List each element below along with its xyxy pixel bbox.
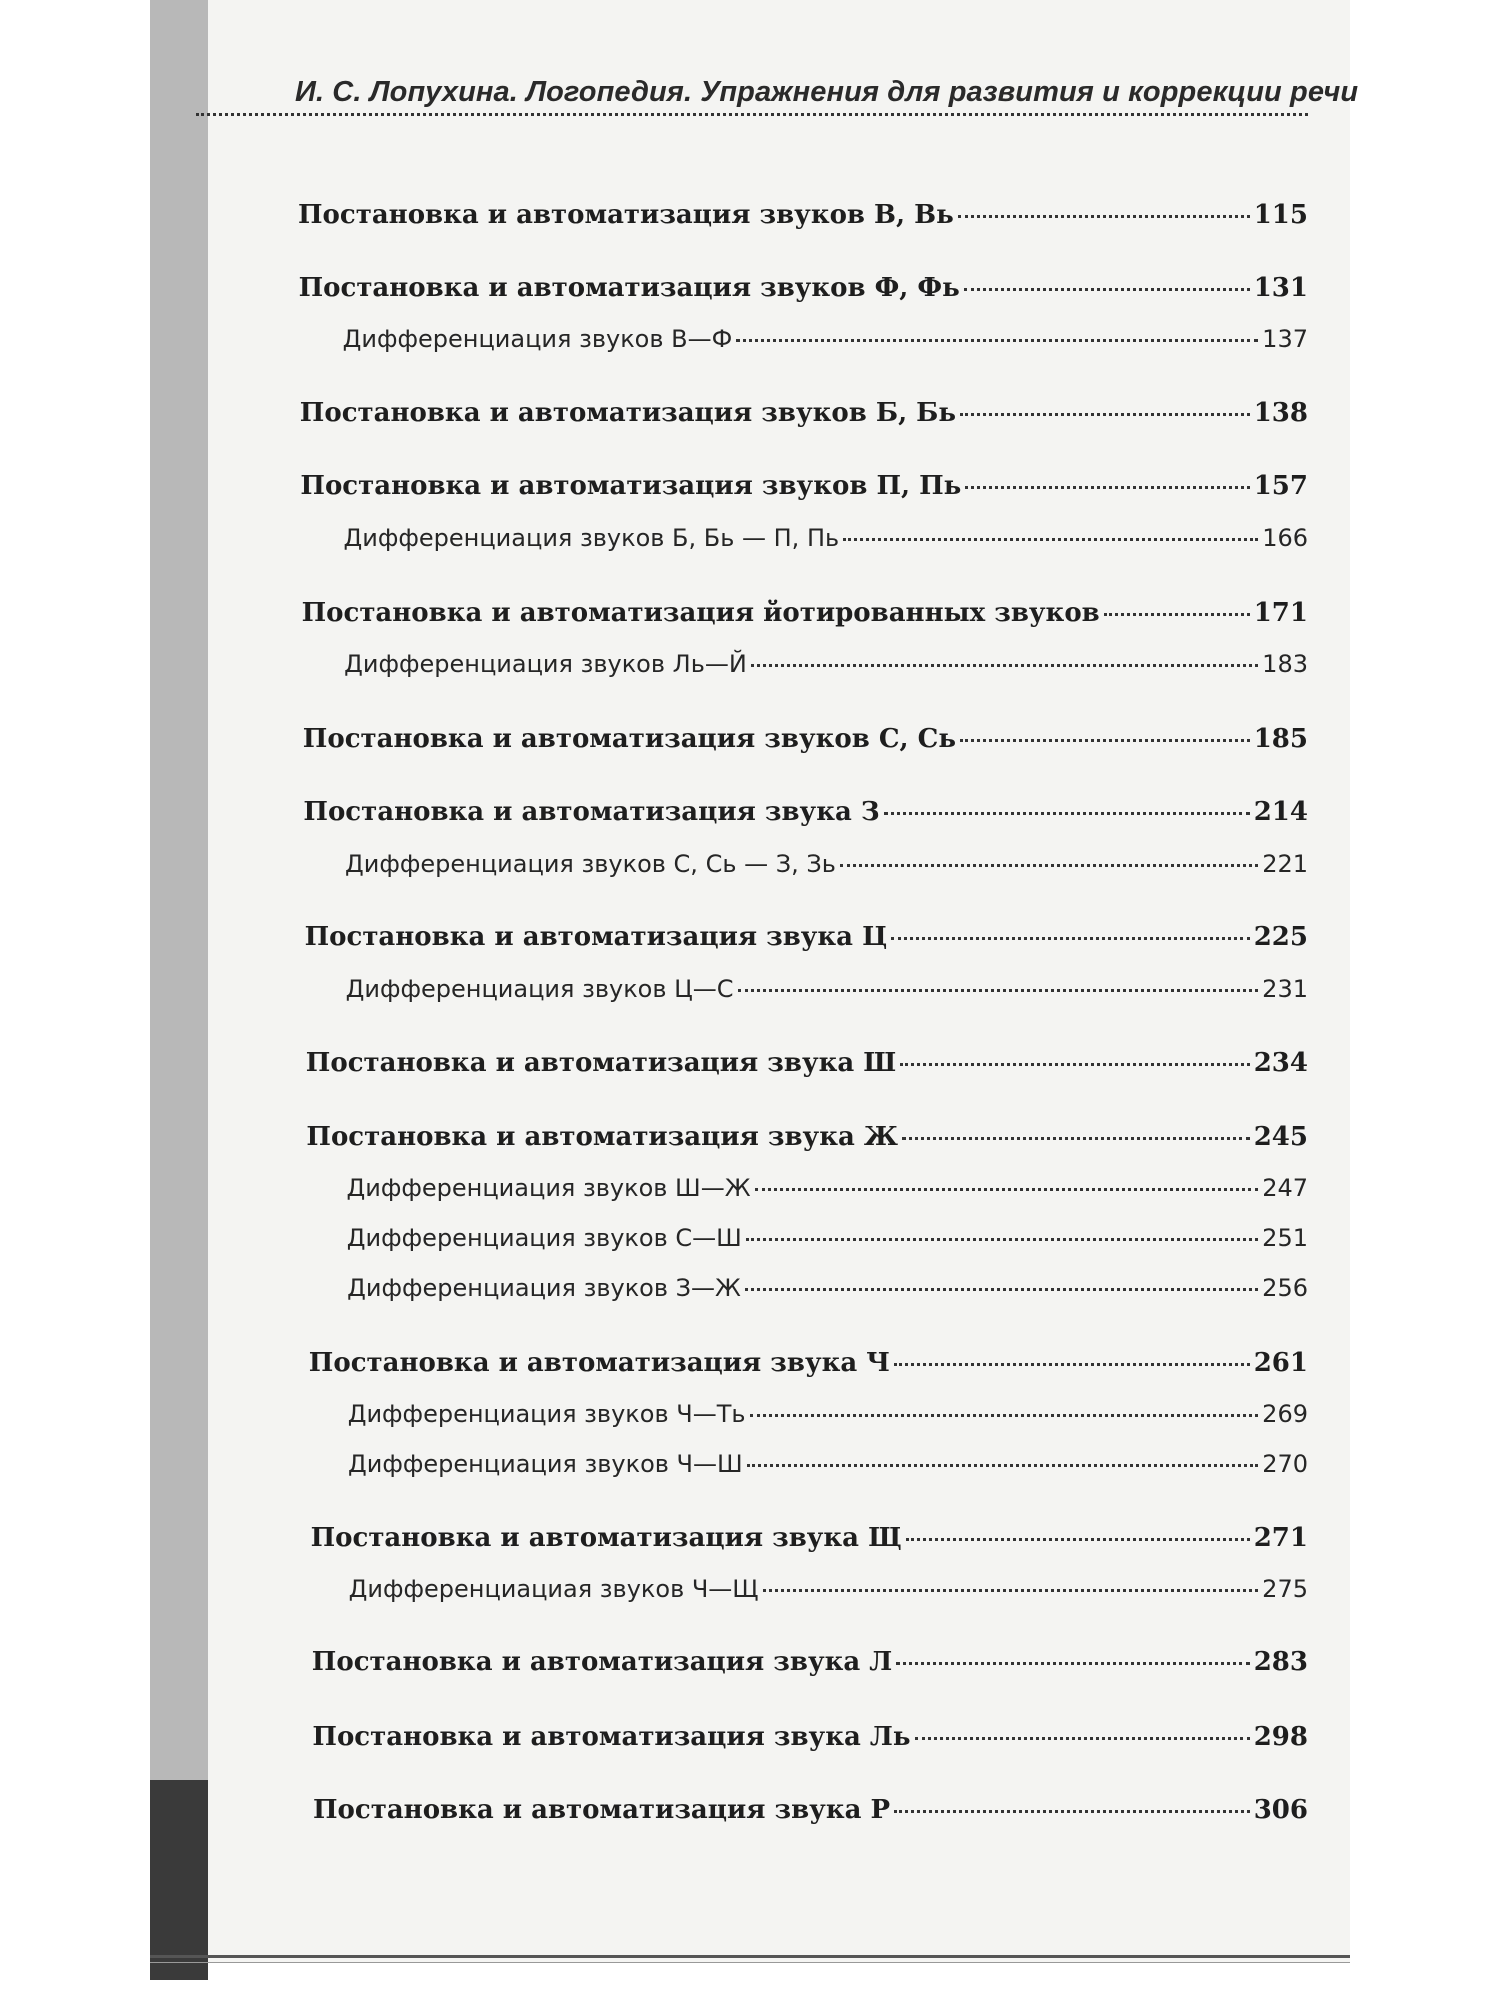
toc-chapter-entry [302,598,1308,628]
toc-entry-page-number: 225 [1253,922,1308,952]
toc-entry-page-number: 157 [1253,471,1308,501]
toc-entry-page-number: 261 [1253,1348,1308,1378]
toc-entry-page-number: 271 [1253,1523,1308,1553]
toc-entry-title: Постановка и автоматизация звука Л [311,1647,893,1677]
dot-leader [900,1063,1249,1066]
toc-entry-title: Дифференциация звуков В—Ф [342,325,733,353]
toc-entry-page-number: 251 [1262,1224,1308,1252]
running-head: И. С. Лопухина. Логопедия. Упражнения для развития и коррекции речи [295,76,1359,108]
toc-chapter-entry [312,1722,1308,1752]
dot-leader [960,413,1250,416]
dot-leader [843,538,1258,541]
toc-entry-title: Дифференциация звуков Ч—Ш [348,1450,743,1478]
toc-entry-page-number: 171 [1253,598,1308,628]
toc-chapter-entry [303,797,1308,827]
dot-leader [896,1662,1249,1665]
toc-chapter-entry [312,1647,1308,1677]
dot-leader [746,1238,1258,1241]
toc-entry-page-number: 137 [1262,325,1308,353]
toc-section-entry [345,850,1308,878]
dot-leader [894,1810,1250,1813]
dot-leader [965,486,1249,489]
dot-leader [736,339,1258,342]
toc-entry-page-number: 231 [1262,975,1308,1003]
toc-entry-title: Дифференциация звуков С, Сь — З, Зь [345,850,836,878]
dot-leader [894,1363,1250,1366]
dot-leader [840,864,1258,867]
toc-entry-title: Дифференциация звуков Ль—Й [344,650,747,678]
dot-leader [902,1137,1250,1140]
toc-entry-page-number: 270 [1262,1450,1308,1478]
bottom-rule-thin [150,1962,1350,1963]
toc-entry-page-number: 269 [1262,1400,1308,1428]
dot-leader [960,739,1250,742]
toc-entry-title: Постановка и автоматизация йотированных звуков [301,598,1100,628]
toc-entry-page-number: 166 [1262,524,1308,552]
toc-entry-title: Постановка и автоматизация звуков В, Вь [298,200,954,230]
toc-entry-title: Дифференциация звуков Б, Бь — П, Пь [343,524,840,552]
toc-section-entry [347,1224,1308,1252]
dot-leader [958,215,1250,218]
toc-entry-page-number: 247 [1262,1174,1308,1202]
toc-chapter-entry [306,1048,1308,1078]
toc-entry-title: Дифференциация звуков Ц—С [345,975,734,1003]
toc-entry-page-number: 221 [1262,850,1308,878]
toc-section-entry [343,325,1308,353]
toc-entry-page-number: 234 [1253,1048,1308,1078]
toc-entry-page-number: 275 [1262,1575,1308,1603]
toc-entry-page-number: 183 [1262,650,1308,678]
dot-leader [964,288,1250,291]
toc-entry-title: Дифференциациая звуков Ч—Щ [348,1575,759,1603]
toc-entry-page-number: 256 [1262,1274,1308,1302]
toc-entry-title: Дифференциация звуков З—Ж [347,1274,741,1302]
dot-leader [763,1589,1259,1592]
toc-chapter-entry [300,398,1308,428]
toc-chapter-entry [298,200,1308,230]
toc-entry-title: Постановка и автоматизация звука Ль [312,1722,911,1752]
toc-entry-title: Постановка и автоматизация звука З [303,797,880,827]
toc-section-entry [347,1274,1308,1302]
toc-entry-page-number: 131 [1253,273,1308,303]
bottom-rule [150,1955,1350,1958]
toc-entry-title: Постановка и автоматизация звука Ж [306,1122,898,1152]
dot-leader [906,1538,1250,1541]
toc-entry-title: Постановка и автоматизация звуков С, Сь [302,724,956,754]
dot-leader [755,1188,1259,1191]
toc-chapter-entry [305,922,1308,952]
toc-entry-title: Дифференциация звуков С—Ш [346,1224,742,1252]
dot-leader [891,937,1249,940]
toc-entry-page-number: 245 [1253,1122,1308,1152]
toc-entry-title: Дифференциация звуков Ш—Ж [346,1174,751,1202]
dot-leader [750,1414,1259,1417]
toc-entry-title: Постановка и автоматизация звуков Б, Бь [299,398,957,428]
dot-leader [747,1464,1259,1467]
toc-section-entry [349,1575,1308,1603]
toc-chapter-entry [313,1795,1308,1825]
toc-entry-title: Постановка и автоматизация звука Ш [305,1048,897,1078]
toc-entry-page-number: 115 [1253,200,1308,230]
toc-chapter-entry [303,724,1308,754]
toc-chapter-entry [299,273,1308,303]
toc-entry-title: Постановка и автоматизация звуков П, Пь [300,471,962,501]
toc-chapter-entry [309,1348,1308,1378]
toc-entry-title: Постановка и автоматизация звука Ч [308,1348,891,1378]
toc-chapter-entry [306,1122,1308,1152]
toc-section-entry [346,975,1308,1003]
dot-leader [738,989,1259,992]
toc-entry-title: Постановка и автоматизация звука Ц [304,922,888,952]
toc-entry-page-number: 214 [1253,797,1308,827]
dot-leader [1104,613,1250,616]
toc-section-entry [344,650,1308,678]
toc-entry-page-number: 138 [1253,398,1308,428]
toc-section-entry [344,524,1309,552]
toc-entry-page-number: 185 [1253,724,1308,754]
toc-entry-title: Постановка и автоматизация звука Щ [310,1523,902,1553]
toc-entry-title: Постановка и автоматизация звука Р [313,1795,891,1825]
toc-entry-page-number: 283 [1253,1647,1308,1677]
dot-leader [745,1288,1258,1291]
toc-chapter-entry [300,471,1308,501]
toc-entry-title: Постановка и автоматизация звуков Ф, Фь [298,273,960,303]
dot-leader [751,664,1258,667]
toc-section-entry [348,1400,1308,1428]
toc-section-entry [347,1174,1309,1202]
toc-entry-title: Дифференциация звуков Ч—Ть [347,1400,746,1428]
toc-entry-page-number: 298 [1253,1722,1308,1752]
dot-leader [884,812,1250,815]
toc-chapter-entry [311,1523,1308,1553]
dot-leader [915,1737,1250,1740]
toc-section-entry [348,1450,1308,1478]
toc-entry-page-number: 306 [1253,1795,1308,1825]
